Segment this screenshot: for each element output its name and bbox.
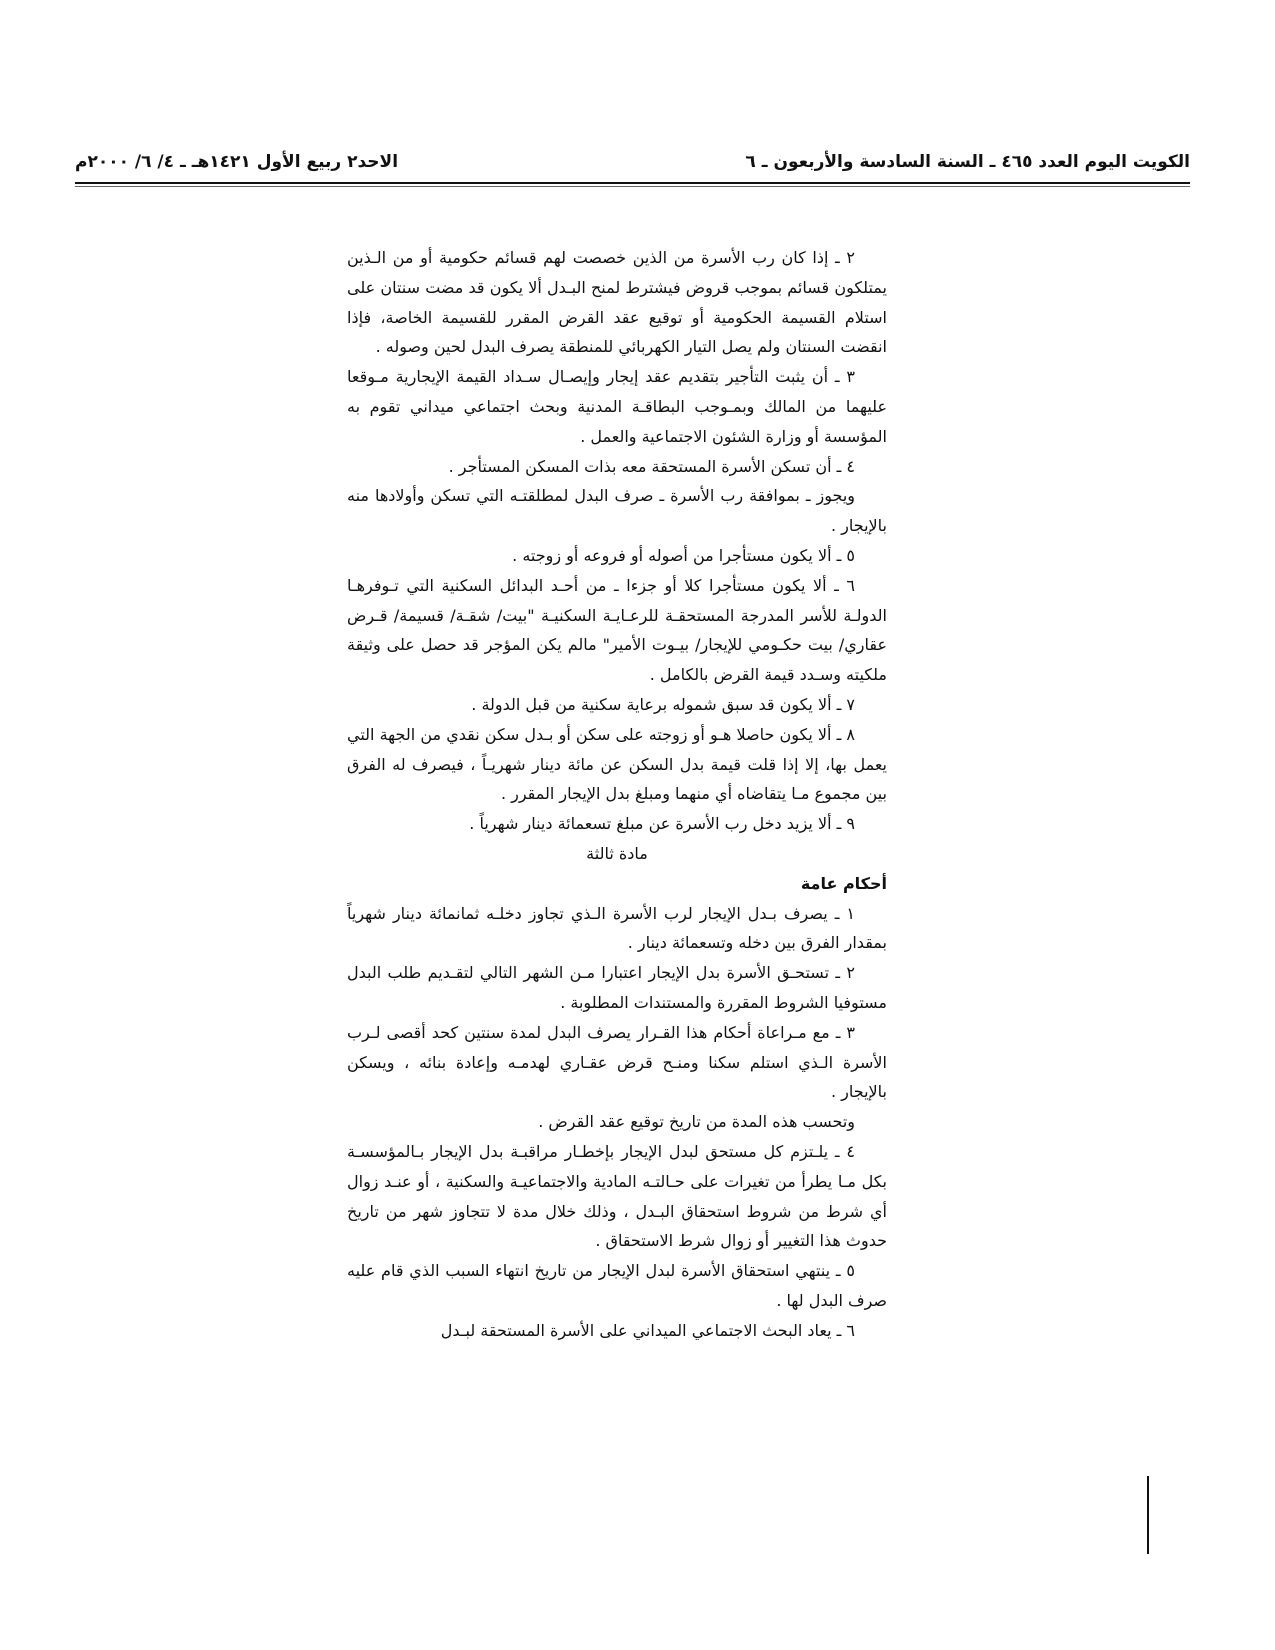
condition-2: ٢ ـ إذا كان رب الأسرة من الذين خصصت لهم قسائم حكومية أو من الـذين يمتلكون قسائم بموجب قروض فيشترط لمنح البـدل ألا يكون قد مضت سنتان على استلام القسيمة الحكومية أو توقيع عقد القرض المقرر للقسيمة الخاصة، فإذا انقضت السنتان ولم يصل التيار الكهربائي للمنطقة يصرف البدل لحين وصوله . <box>347 248 887 357</box>
section-label: مادة ثالثة <box>586 843 648 863</box>
condition-5: ٥ ـ ألا يكون مستأجرا من أصوله أو فروعه أو زوجته . <box>512 545 855 565</box>
general-provision-3-note: وتحسب هذه المدة من تاريخ توقيع عقد القرض . <box>538 1112 855 1132</box>
general-provision-3: ٣ ـ مع مـراعاة أحكام هذا القـرار يصرف البدل لمدة سنتين كحد أقصى لـرب الأسرة الـذي استلم سكنا ومنـح قرض عقـاري لهدمـه وإعادة بنائه ، ويسكن بالإيجار . <box>347 1022 887 1102</box>
article-body <box>347 243 887 1345</box>
condition-7: ٧ ـ ألا يكون قد سبق شموله برعاية سكنية من قبل الدولة . <box>471 694 855 714</box>
condition-6: ٦ ـ ألا يكون مستأجرا كلا أو جزءا ـ من أحـد البدائل السكنية التي تـوفرهـا الدولـة للأسر المدرجة المستحقـة للرعـايـة السكنيـة "بيت/ شقـة/ قسيمة/ قـرض عقاري/ بيت حكـومي للإيجار/ بيـوت الأمير" مالم يكن المؤجر قد حصل على وثيقة ملكيته وسـدد قيمة القرض بالكامل . <box>347 575 887 685</box>
condition-8: ٨ ـ ألا يكون حاصلا هـو أو زوجته على سكن أو بـدل سكن نقدي من الجهة التي يعمل بها، إلا إذا قلت قيمة بدل السكن عن مائة دينار شهريـاً ، فيصرف له الفرق بين مجموع مـا يتقاضاه أي منهما ومبلغ بدل الإيجار المقرر . <box>347 724 887 804</box>
general-provision-6: ٦ ـ يعاد البحث الاجتماعي الميداني على الأسرة المستحقة لبـدل <box>440 1320 855 1340</box>
margin-line <box>1147 1476 1149 1554</box>
section-title: أحكام عامة <box>800 873 887 893</box>
general-provision-5: ٥ ـ ينتهي استحقاق الأسرة لبدل الإيجار من تاريخ انتهاء السبب الذي قام عليه صرف البدل لها . <box>347 1261 887 1310</box>
general-provision-4: ٤ ـ يلـتزم كل مستحق لبدل الإيجار بإخطـار مراقبـة بدل الإيجار بـالمؤسسـة بكل مـا يطرأ من تغيرات على حـالتـه المادية والاجتماعيـة والسكنية ، أو عنـد زوال أي شرط من شروط استحقاق البـدل ، وذلك خلال مدة لا تتجاوز شهر من تاريخ حدوث هذا التغيير أو زوال شرط الاستحقاق . <box>347 1141 887 1251</box>
header-publication-info: الكويت اليوم العدد ٤٦٥ ـ السنة السادسة والأربعون ـ ٦ <box>745 152 1190 172</box>
condition-3: ٣ ـ أن يثبت التأجير بتقديم عقد إيجار وإيصـال سـداد القيمة الإيجارية مـوقعا عليهما من المالك وبمـوجب البطاقـة المدنية وبحث اجتماعي ميداني تقوم به المؤسسة أو وزارة الشئون الاجتماعية والعمل . <box>347 367 887 446</box>
general-provision-1: ١ ـ يصرف بـدل الإيجار لرب الأسرة الـذي تجاوز دخلـه ثمانمائة دينار شهرياً بمقدار الفرق بين دخله وتسعمائة دينار . <box>347 903 887 953</box>
header-date: الاحد٢ ربيع الأول ١٤٢١هـ ـ ٤/ ٦/ ٢٠٠٠م <box>75 152 399 172</box>
condition-4-note: ويجوز ـ بموافقة رب الأسرة ـ صرف البدل لمطلقتـه التي تسكن وأولادها منه بالإيجار . <box>347 486 887 536</box>
condition-9: ٩ ـ ألا يزيد دخل رب الأسرة عن مبلغ تسعمائة دينار شهرياً . <box>469 814 855 834</box>
condition-4: ٤ ـ أن تسكن الأسرة المستحقة معه بذات المسكن المستأجر . <box>448 456 855 476</box>
page-header <box>75 150 1190 180</box>
general-provision-2: ٢ ـ تستحـق الأسرة بدل الإيجار اعتبارا مـن الشهر التالي لتقـديم طلب البدل مستوفيا الشروط المقررة والمستندات المطلوبة . <box>347 963 887 1012</box>
header-rule-thin <box>75 186 1190 187</box>
header-rule-thick <box>75 182 1190 184</box>
